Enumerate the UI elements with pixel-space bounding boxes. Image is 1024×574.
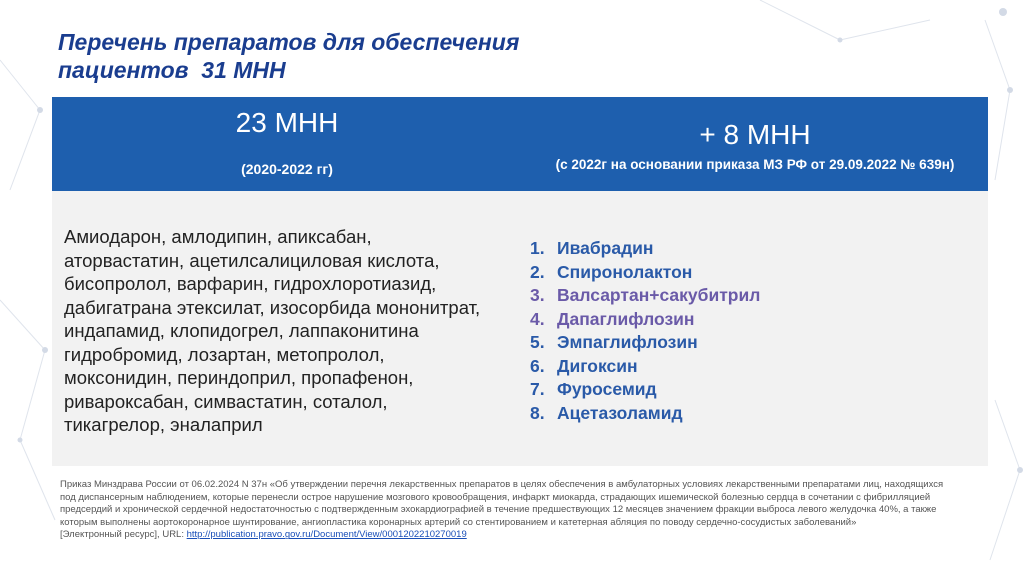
list-item: 2. Спиронолактон — [530, 261, 693, 282]
added-count-label: + 8 МНН — [699, 119, 811, 150]
drug-text-line: дабигатрана этексилат, изосорбида мононитрат, — [64, 296, 481, 318]
footnote-line: Приказ Минздрава России от 06.02.2024 N 37н «Об утверждении перечня лекарственных препаратов в целях обеспечения в амбулаторных условиях лекарственными препаратами лиц, находящихся — [60, 479, 944, 490]
drug-text-line: моксонидин, периндоприл, пропафенон, — [64, 367, 414, 388]
existing-drugs-text — [64, 225, 504, 437]
drug-text-line: тикагрелор, эналаприл — [64, 414, 263, 435]
footnote-source — [60, 529, 970, 542]
source-link[interactable]: http://publication.pravo.gov.ru/Document/View/0001202210270019 — [186, 529, 467, 541]
table-header — [52, 97, 988, 191]
footnote — [60, 479, 970, 542]
drug-text-line: индапамид, клопидогрел, лаппаконитина — [64, 320, 419, 341]
existing-period-label: (2020-2022 гг) — [241, 161, 333, 177]
footnote-line: под диспансерным наблюдением, которые перенесли острое нарушение мозгового кровообращения, инфаркт миокарда, страдающих ишемической болезнью сердца в сочетании с фибрилляцией — [60, 491, 931, 503]
list-item: 1. Ивабрадин — [530, 238, 654, 258]
table-body — [52, 191, 988, 466]
page-title — [58, 28, 658, 84]
footnote-line: которым выполнены аортокоронарное шунтирование, ангиопластика коронарных артерий со стентированием и катетерная абляция по поводу сердечно-сосудистых заболеваний» — [60, 516, 857, 528]
title-line-2: пациентов 31 МНН — [58, 57, 286, 83]
list-item: 3. Валсартан+сакубитрил — [530, 285, 761, 305]
list-item: 5. Эмпаглифлозин — [530, 332, 698, 352]
footnote-line: предсердий и хронической сердечной недостаточностью с подтвержденным эхокардиографией в течение предшествующих 12 месяцев значением фракции выброса левого желудочка 40%, а также — [60, 504, 937, 516]
added-basis-label: (с 2022г на основании приказа МЗ РФ от 29.09.2022 № 639н) — [555, 157, 955, 172]
drug-text-line: гидробромид, лозартан, метопролол, — [64, 343, 385, 365]
list-item: 8. Ацетазоламид — [530, 402, 683, 423]
drug-text-line: Амиодарон, амлодипин, апиксабан, — [64, 226, 372, 247]
new-drugs-list — [530, 237, 760, 425]
title-line-1: Перечень препаратов для обеспечения — [58, 29, 520, 55]
drug-text-line: бисопролол, варфарин, гидрохлоротиазид, — [64, 273, 437, 294]
existing-count-label: 23 МНН — [235, 107, 339, 138]
resource-prefix: [Электронный ресурс], URL: — [60, 529, 187, 541]
list-item: 7. Фуросемид — [530, 379, 657, 399]
header-cell-existing — [52, 97, 522, 191]
drug-text-line: ривароксабан, симвастатин, соталол, — [64, 390, 388, 412]
header-cell-added — [522, 97, 988, 191]
list-item: 6. Дигоксин — [530, 355, 638, 376]
list-item: 4. Дапаглифлозин — [530, 308, 695, 329]
drug-text-line: аторвастатин, ацетилсалициловая кислота, — [64, 249, 440, 271]
